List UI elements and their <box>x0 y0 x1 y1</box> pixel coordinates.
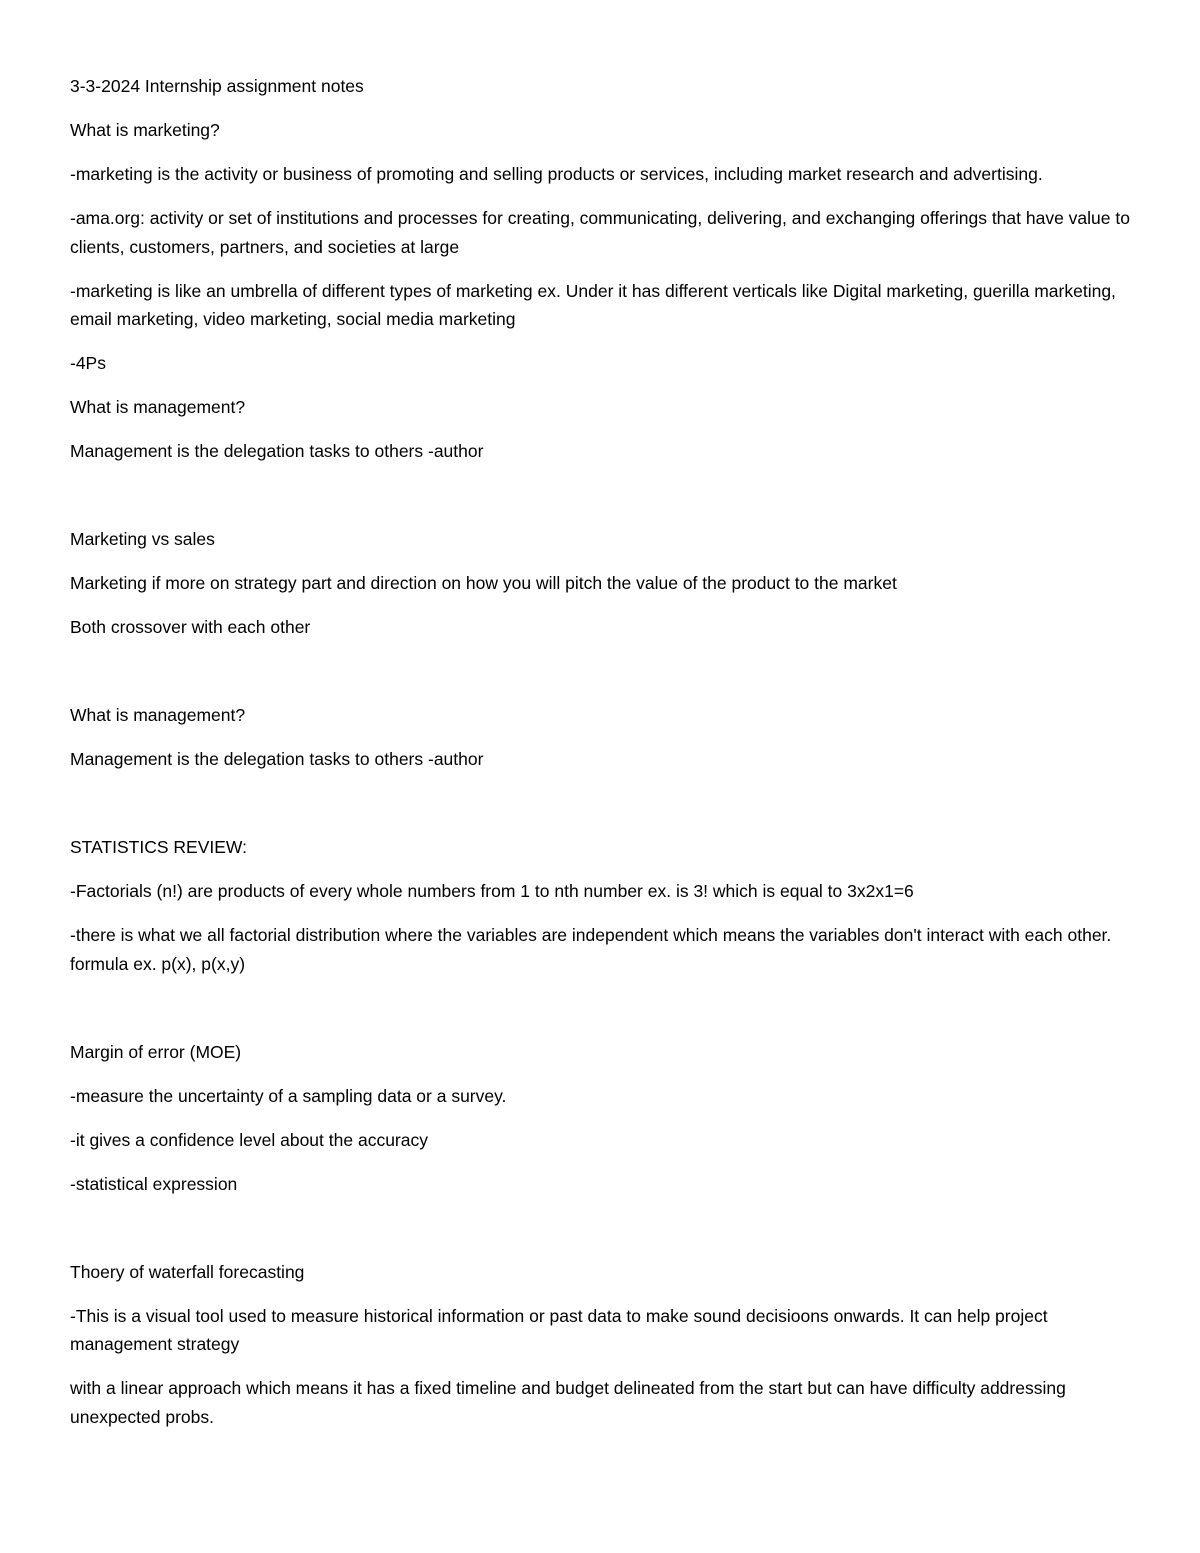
moe-expression-note: -statistical expression <box>70 1173 238 1194</box>
four-ps-note: -4Ps <box>70 353 106 373</box>
heading-what-is-management-repeat: What is management? <box>70 705 246 725</box>
management-definition: Management is the delegation tasks to others -author <box>70 441 484 461</box>
empty-line <box>70 481 1130 525</box>
heading-margin-of-error: Margin of error (MOE) <box>70 1041 242 1062</box>
empty-line <box>70 789 1130 833</box>
moe-uncertainty-note: -measure the uncertainty of a sampling data or a survey. <box>70 1085 507 1106</box>
document-title: 3-3-2024 Internship assignment notes <box>70 76 364 96</box>
marketing-definition: -marketing is the activity or business of promoting and selling products or services, including market research and advertising. <box>70 164 1043 184</box>
heading-marketing-vs-sales: Marketing vs sales <box>70 529 215 549</box>
management-definition-repeat: Management is the delegation tasks to others -author <box>70 749 484 769</box>
factorials-note: -Factorials (n!) are products of every whole numbers from 1 to nth number ex. is 3! which is equal to 3x2x1=6 <box>70 881 914 901</box>
heading-waterfall-forecasting: Thoery of waterfall forecasting <box>70 1261 305 1282</box>
empty-line <box>70 1214 1130 1258</box>
heading-what-is-marketing: What is marketing? <box>70 120 220 140</box>
empty-line <box>70 994 1130 1038</box>
document-body <box>70 72 1130 1447</box>
moe-confidence-note: -it gives a confidence level about the accuracy <box>70 1129 428 1150</box>
waterfall-tool-note: -This is a visual tool used to measure historical information or past data to make sound decisioons onwards. It can help project management strategy <box>70 1305 1048 1354</box>
factorial-distribution-note: -there is what we all factorial distribution where the variables are independent which means the variables don't interact with each other. formula ex. p(x), p(x,y) <box>70 925 1112 974</box>
marketing-umbrella-note: -marketing is like an umbrella of different types of marketing ex. Under it has different verticals like Digital marketing, guerilla marketing, email marketing, video marketing, social media marketing <box>70 280 1116 329</box>
marketing-strategy-note: Marketing if more on strategy part and direction on how you will pitch the value of the product to the market <box>70 573 897 593</box>
empty-line <box>70 657 1130 701</box>
waterfall-linear-approach-note: with a linear approach which means it has a fixed timeline and budget delineated from the start but can have difficulty addressing unexpected probs. <box>70 1378 1066 1427</box>
heading-statistics-review: STATISTICS REVIEW: <box>70 837 247 857</box>
ama-definition: -ama.org: activity or set of institutions and processes for creating, communicating, delivering, and exchanging offerings that have value to clients, customers, partners, and societies at large <box>70 208 1130 257</box>
heading-what-is-management: What is management? <box>70 397 246 417</box>
crossover-note: Both crossover with each other <box>70 617 311 637</box>
